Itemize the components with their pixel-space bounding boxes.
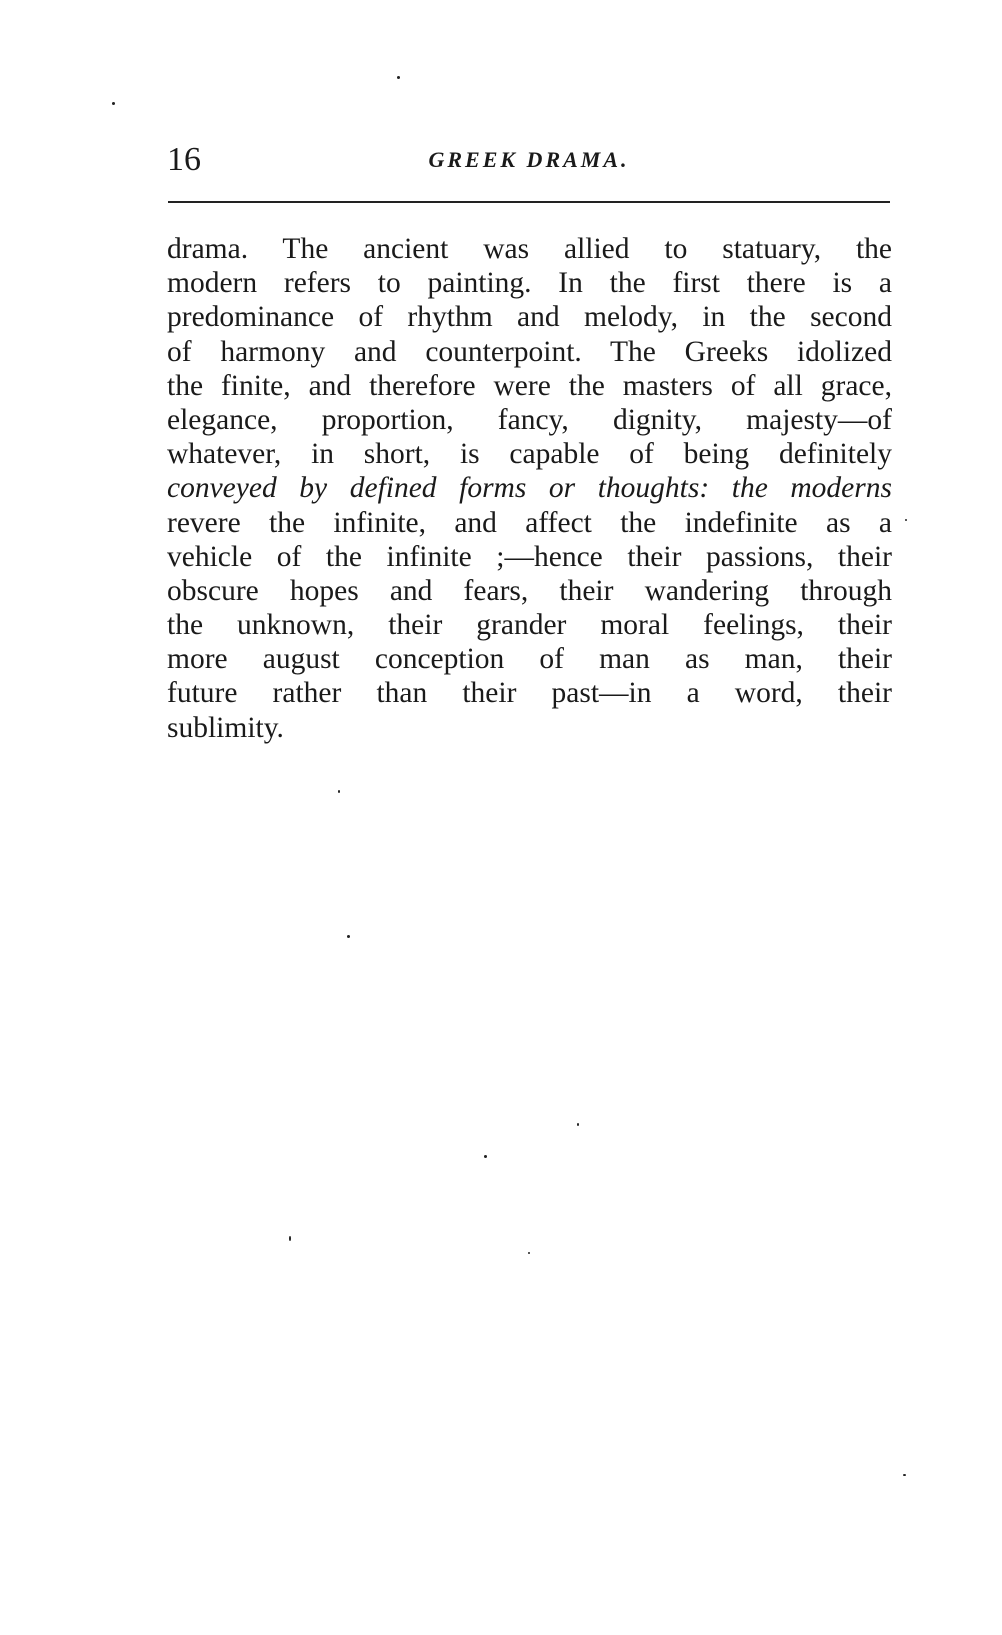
scan-speck: [338, 790, 340, 793]
scan-speck: [112, 102, 115, 105]
scan-speck: [905, 519, 907, 521]
scan-speck: [289, 1236, 291, 1241]
text-line: drama. The ancient was allied to statuary, the: [167, 233, 892, 265]
text-line: sublimity.: [167, 711, 284, 744]
text-line: of harmony and counterpoint. The Greeks idolized: [167, 335, 892, 368]
text-line-italic: conveyed by defined forms or thoughts: the moderns: [167, 472, 892, 505]
scan-speck: [484, 1155, 487, 1158]
running-title: GREEK DRAMA.: [428, 147, 630, 172]
text-line: future rather than their past—in a word, their: [167, 677, 892, 710]
text-line: the finite, and therefore were the masters of all grace,: [167, 369, 892, 402]
text-line: the unknown, their grander moral feelings, their: [167, 609, 892, 642]
scan-speck: [397, 76, 400, 79]
scan-speck: [577, 1123, 579, 1126]
page-number: 16: [167, 141, 201, 178]
text-line: elegance, proportion, fancy, dignity, majesty—of: [167, 403, 892, 436]
header-rule: [168, 201, 890, 203]
text-line: revere the infinite, and affect the indefinite as a: [167, 506, 892, 539]
scan-speck: [528, 1252, 530, 1254]
scan-speck: [903, 1474, 906, 1476]
text-line: modern refers to painting. In the first there is a: [167, 267, 892, 300]
text-line: obscure hopes and fears, their wandering through: [167, 574, 892, 607]
scan-speck: [347, 935, 350, 938]
text-line: predominance of rhythm and melody, in the second: [167, 301, 892, 334]
text-line: whatever, in short, is capable of being definitely: [167, 438, 892, 471]
running-head: [167, 140, 891, 180]
text-line: more august conception of man as man, their: [167, 643, 892, 676]
text-line: vehicle of the infinite ;—hence their passions, their: [167, 540, 892, 573]
body-paragraph: [167, 232, 892, 745]
